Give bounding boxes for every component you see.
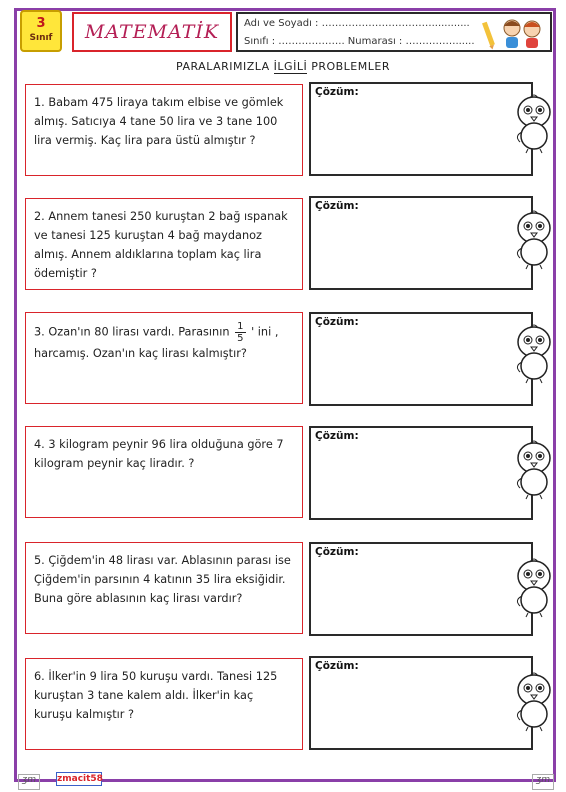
solution-label-3: Çözüm: — [315, 316, 359, 328]
worksheet-heading — [0, 60, 566, 73]
question-text-3b: ' ini , harcamış. Ozan'ın kaç lirası kalmıştır? — [34, 325, 279, 360]
question-text-1: 1. Babam 475 liraya takım elbise ve gömlek almış. Satıcıya 4 tane 50 lira ve 3 tane 100 lira vermiş. Kaç lira para üstü almıştır ? — [34, 96, 284, 147]
question-text-3a: 3. Ozan'ın 80 lirası vardı. Parasının — [34, 325, 230, 339]
subject-title-box — [72, 12, 232, 52]
grade-badge — [20, 10, 62, 52]
footer-mark-right: ʒm — [532, 774, 554, 790]
grade-label: Sınıf — [29, 33, 53, 43]
answer-box-3[interactable] — [309, 312, 533, 406]
footer-mark-left: ʒm — [18, 774, 40, 790]
heading-part-1: PARALARIMIZLA — [176, 60, 270, 73]
answer-box-5[interactable] — [309, 542, 533, 636]
question-text-4: 4. 3 kilogram peynir 96 lira olduğuna göre 7 kilogram peynir kaç liradır. ? — [34, 438, 284, 470]
question-box-4 — [25, 426, 303, 518]
bird-icon — [510, 438, 558, 500]
question-text-5: 5. Çiğdem'in 48 lirası var. Ablasının parası ise Çiğdem'in parsının 4 katının 35 lira eksiğidir. Buna göre ablasının kaç lirası vardır? — [34, 554, 291, 605]
question-text-2: 2. Annem tanesi 250 kuruştan 2 bağ ıspanak ve tanesi 125 kuruştan 4 bağ maydanoz almış. Annem aldıklarına toplam kaç lira ödemiştir ? — [34, 210, 288, 280]
bird-icon — [510, 322, 558, 384]
children-icon — [482, 16, 546, 50]
bird-icon — [510, 208, 558, 270]
answer-box-1[interactable] — [309, 82, 533, 176]
class-number-field[interactable]: Sınıfı : ……………….. Numarası : ……………...... — [244, 36, 475, 47]
solution-label-5: Çözüm: — [315, 546, 359, 558]
solution-label-1: Çözüm: — [315, 86, 359, 98]
grade-number: 3 — [36, 16, 46, 31]
bird-icon — [510, 92, 558, 154]
question-text-6: 6. İlker'in 9 lira 50 kuruşu vardı. Tanesi 125 kuruştan 3 tane kalem aldı. İlker'in kaç kuruşu kalmıştır ? — [34, 670, 278, 721]
fraction — [235, 321, 245, 344]
solution-label-6: Çözüm: — [315, 660, 359, 672]
fraction-numerator: 1 — [237, 321, 244, 332]
question-box-3 — [25, 312, 303, 404]
bird-icon — [510, 556, 558, 618]
solution-label-4: Çözüm: — [315, 430, 359, 442]
answer-box-6[interactable] — [309, 656, 533, 750]
fraction-denominator: 5 — [237, 333, 244, 344]
answer-box-4[interactable] — [309, 426, 533, 520]
bird-icon — [510, 670, 558, 732]
heading-part-3: PROBLEMLER — [311, 60, 390, 73]
answer-box-2[interactable] — [309, 196, 533, 290]
student-info-box — [236, 12, 552, 52]
question-box-2 — [25, 198, 303, 290]
question-box-5 — [25, 542, 303, 634]
question-box-1 — [25, 84, 303, 176]
question-box-6 — [25, 658, 303, 750]
name-field[interactable]: Adı ve Soyadı : ……………………………............ — [244, 18, 470, 29]
heading-part-2: İLGİLİ — [273, 60, 308, 73]
subject-title: MATEMATİK — [84, 21, 220, 43]
footer-author-tag: zmacit58 — [57, 774, 103, 784]
solution-label-2: Çözüm: — [315, 200, 359, 212]
